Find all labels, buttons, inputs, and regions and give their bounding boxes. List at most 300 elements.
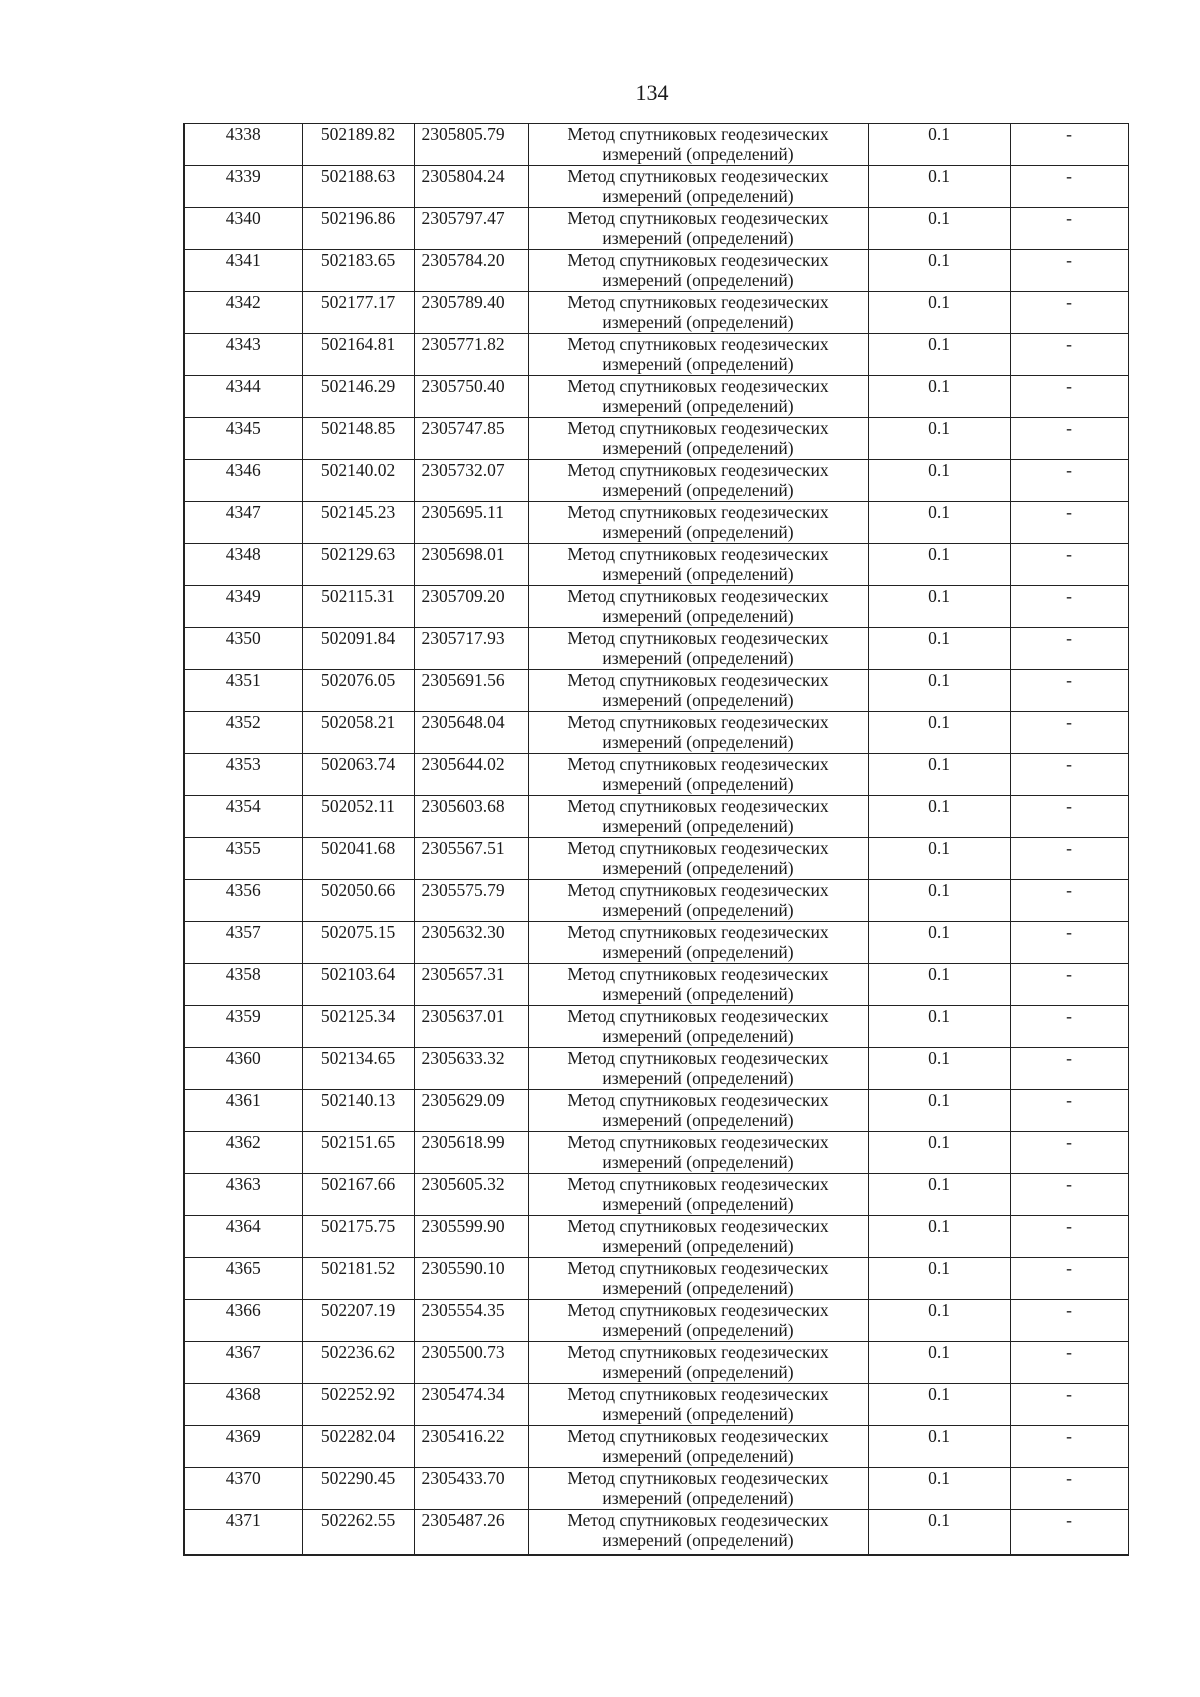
note-cell: -	[1010, 796, 1128, 838]
accuracy-cell: 0.1	[868, 1510, 1010, 1555]
table-row	[184, 1510, 1128, 1555]
point-number-cell: 4358	[184, 964, 302, 1006]
method-line-1: Метод спутниковых геодезических	[567, 1258, 829, 1278]
point-number-cell: 4348	[184, 544, 302, 586]
method-cell	[528, 1258, 868, 1300]
note-cell: -	[1010, 1132, 1128, 1174]
note-cell: -	[1010, 880, 1128, 922]
point-number-cell: 4351	[184, 670, 302, 712]
accuracy-cell: 0.1	[868, 166, 1010, 208]
table-row	[184, 586, 1128, 628]
y-coordinate-cell: 2305633.32	[414, 1048, 528, 1090]
method-cell	[528, 754, 868, 796]
method-cell	[528, 1216, 868, 1258]
method-line-2: измерений (определений)	[602, 480, 794, 500]
method-line-2: измерений (определений)	[602, 1278, 794, 1298]
accuracy-cell: 0.1	[868, 586, 1010, 628]
table-row	[184, 1300, 1128, 1342]
table-row	[184, 418, 1128, 460]
coordinates-table	[183, 123, 1129, 1556]
point-number-cell: 4347	[184, 502, 302, 544]
method-cell	[528, 1468, 868, 1510]
method-line-2: измерений (определений)	[602, 648, 794, 668]
accuracy-cell: 0.1	[868, 1216, 1010, 1258]
table-row	[184, 1090, 1128, 1132]
method-cell	[528, 418, 868, 460]
accuracy-cell: 0.1	[868, 838, 1010, 880]
method-cell	[528, 124, 868, 166]
x-coordinate-cell: 502167.66	[302, 1174, 414, 1216]
method-line-1: Метод спутниковых геодезических	[567, 880, 829, 900]
table-row	[184, 1174, 1128, 1216]
method-line-1: Метод спутниковых геодезических	[567, 586, 829, 606]
method-line-1: Метод спутниковых геодезических	[567, 1048, 829, 1068]
method-cell	[528, 166, 868, 208]
method-line-1: Метод спутниковых геодезических	[567, 754, 829, 774]
table-row	[184, 292, 1128, 334]
method-line-1: Метод спутниковых геодезических	[567, 292, 829, 312]
method-line-2: измерений (определений)	[602, 942, 794, 962]
method-line-2: измерений (определений)	[602, 1194, 794, 1214]
method-line-2: измерений (определений)	[602, 270, 794, 290]
table-row	[184, 166, 1128, 208]
x-coordinate-cell: 502148.85	[302, 418, 414, 460]
note-cell: -	[1010, 418, 1128, 460]
method-line-1: Метод спутниковых геодезических	[567, 334, 829, 354]
note-cell: -	[1010, 1216, 1128, 1258]
note-cell: -	[1010, 1300, 1128, 1342]
method-line-1: Метод спутниковых геодезических	[567, 502, 829, 522]
method-cell	[528, 712, 868, 754]
table-row	[184, 250, 1128, 292]
note-cell: -	[1010, 1048, 1128, 1090]
note-cell: -	[1010, 544, 1128, 586]
table-row	[184, 1132, 1128, 1174]
note-cell: -	[1010, 124, 1128, 166]
accuracy-cell: 0.1	[868, 922, 1010, 964]
method-line-1: Метод спутниковых геодезических	[567, 964, 829, 984]
y-coordinate-cell: 2305567.51	[414, 838, 528, 880]
y-coordinate-cell: 2305618.99	[414, 1132, 528, 1174]
x-coordinate-cell: 502075.15	[302, 922, 414, 964]
table-row	[184, 628, 1128, 670]
method-cell	[528, 1510, 868, 1555]
point-number-cell: 4342	[184, 292, 302, 334]
y-coordinate-cell: 2305691.56	[414, 670, 528, 712]
x-coordinate-cell: 502052.11	[302, 796, 414, 838]
method-cell	[528, 1342, 868, 1384]
method-cell	[528, 1384, 868, 1426]
accuracy-cell: 0.1	[868, 208, 1010, 250]
method-line-2: измерений (определений)	[602, 228, 794, 248]
table-row	[184, 1342, 1128, 1384]
point-number-cell: 4350	[184, 628, 302, 670]
accuracy-cell: 0.1	[868, 796, 1010, 838]
note-cell: -	[1010, 1006, 1128, 1048]
accuracy-cell: 0.1	[868, 1006, 1010, 1048]
accuracy-cell: 0.1	[868, 1258, 1010, 1300]
method-line-2: измерений (определений)	[602, 858, 794, 878]
method-line-1: Метод спутниковых геодезических	[567, 1006, 829, 1026]
point-number-cell: 4341	[184, 250, 302, 292]
method-line-1: Метод спутниковых геодезических	[567, 1132, 829, 1152]
table-row	[184, 1426, 1128, 1468]
point-number-cell: 4343	[184, 334, 302, 376]
point-number-cell: 4367	[184, 1342, 302, 1384]
table-row	[184, 838, 1128, 880]
accuracy-cell: 0.1	[868, 1426, 1010, 1468]
method-cell	[528, 670, 868, 712]
method-cell	[528, 460, 868, 502]
method-line-1: Метод спутниковых геодезических	[567, 460, 829, 480]
x-coordinate-cell: 502091.84	[302, 628, 414, 670]
note-cell: -	[1010, 1468, 1128, 1510]
table-row	[184, 754, 1128, 796]
accuracy-cell: 0.1	[868, 544, 1010, 586]
accuracy-cell: 0.1	[868, 292, 1010, 334]
accuracy-cell: 0.1	[868, 1174, 1010, 1216]
method-line-2: измерений (определений)	[602, 1320, 794, 1340]
note-cell: -	[1010, 208, 1128, 250]
point-number-cell: 4338	[184, 124, 302, 166]
y-coordinate-cell: 2305709.20	[414, 586, 528, 628]
method-line-2: измерений (определений)	[602, 144, 794, 164]
point-number-cell: 4353	[184, 754, 302, 796]
note-cell: -	[1010, 1510, 1128, 1555]
method-line-1: Метод спутниковых геодезических	[567, 628, 829, 648]
x-coordinate-cell: 502290.45	[302, 1468, 414, 1510]
note-cell: -	[1010, 922, 1128, 964]
method-cell	[528, 376, 868, 418]
point-number-cell: 4357	[184, 922, 302, 964]
y-coordinate-cell: 2305747.85	[414, 418, 528, 460]
method-line-2: измерений (определений)	[602, 690, 794, 710]
y-coordinate-cell: 2305605.32	[414, 1174, 528, 1216]
y-coordinate-cell: 2305804.24	[414, 166, 528, 208]
point-number-cell: 4349	[184, 586, 302, 628]
accuracy-cell: 0.1	[868, 1300, 1010, 1342]
method-cell	[528, 502, 868, 544]
y-coordinate-cell: 2305805.79	[414, 124, 528, 166]
note-cell: -	[1010, 754, 1128, 796]
method-line-1: Метод спутниковых геодезических	[567, 670, 829, 690]
point-number-cell: 4368	[184, 1384, 302, 1426]
method-cell	[528, 586, 868, 628]
note-cell: -	[1010, 838, 1128, 880]
y-coordinate-cell: 2305637.01	[414, 1006, 528, 1048]
page-number: 134	[635, 80, 669, 105]
point-number-cell: 4369	[184, 1426, 302, 1468]
y-coordinate-cell: 2305500.73	[414, 1342, 528, 1384]
x-coordinate-cell: 502175.75	[302, 1216, 414, 1258]
accuracy-cell: 0.1	[868, 880, 1010, 922]
method-line-2: измерений (определений)	[602, 1236, 794, 1256]
y-coordinate-cell: 2305487.26	[414, 1510, 528, 1555]
method-cell	[528, 250, 868, 292]
y-coordinate-cell: 2305632.30	[414, 922, 528, 964]
method-line-1: Метод спутниковых геодезических	[567, 1174, 829, 1194]
x-coordinate-cell: 502041.68	[302, 838, 414, 880]
point-number-cell: 4366	[184, 1300, 302, 1342]
x-coordinate-cell: 502076.05	[302, 670, 414, 712]
method-line-2: измерений (определений)	[602, 522, 794, 542]
method-line-1: Метод спутниковых геодезических	[567, 922, 829, 942]
table-row	[184, 544, 1128, 586]
method-cell	[528, 292, 868, 334]
y-coordinate-cell: 2305416.22	[414, 1426, 528, 1468]
x-coordinate-cell: 502151.65	[302, 1132, 414, 1174]
method-cell	[528, 1426, 868, 1468]
note-cell: -	[1010, 376, 1128, 418]
table-row	[184, 1216, 1128, 1258]
point-number-cell: 4346	[184, 460, 302, 502]
method-line-2: измерений (определений)	[602, 1068, 794, 1088]
method-cell	[528, 1132, 868, 1174]
point-number-cell: 4345	[184, 418, 302, 460]
x-coordinate-cell: 502140.02	[302, 460, 414, 502]
method-line-2: измерений (определений)	[602, 1446, 794, 1466]
point-number-cell: 4340	[184, 208, 302, 250]
note-cell: -	[1010, 334, 1128, 376]
method-line-1: Метод спутниковых геодезических	[567, 166, 829, 186]
accuracy-cell: 0.1	[868, 1342, 1010, 1384]
method-line-1: Метод спутниковых геодезических	[567, 124, 829, 144]
method-line-1: Метод спутниковых геодезических	[567, 838, 829, 858]
y-coordinate-cell: 2305797.47	[414, 208, 528, 250]
method-line-2: измерений (определений)	[602, 438, 794, 458]
x-coordinate-cell: 502115.31	[302, 586, 414, 628]
y-coordinate-cell: 2305554.35	[414, 1300, 528, 1342]
note-cell: -	[1010, 586, 1128, 628]
accuracy-cell: 0.1	[868, 418, 1010, 460]
accuracy-cell: 0.1	[868, 670, 1010, 712]
note-cell: -	[1010, 502, 1128, 544]
accuracy-cell: 0.1	[868, 1048, 1010, 1090]
x-coordinate-cell: 502103.64	[302, 964, 414, 1006]
y-coordinate-cell: 2305657.31	[414, 964, 528, 1006]
method-line-1: Метод спутниковых геодезических	[567, 208, 829, 228]
method-cell	[528, 1174, 868, 1216]
method-line-1: Метод спутниковых геодезических	[567, 1468, 829, 1488]
point-number-cell: 4361	[184, 1090, 302, 1132]
method-line-1: Метод спутниковых геодезических	[567, 418, 829, 438]
note-cell: -	[1010, 1426, 1128, 1468]
x-coordinate-cell: 502129.63	[302, 544, 414, 586]
y-coordinate-cell: 2305732.07	[414, 460, 528, 502]
table-row	[184, 334, 1128, 376]
note-cell: -	[1010, 460, 1128, 502]
point-number-cell: 4364	[184, 1216, 302, 1258]
x-coordinate-cell: 502236.62	[302, 1342, 414, 1384]
point-number-cell: 4354	[184, 796, 302, 838]
y-coordinate-cell: 2305698.01	[414, 544, 528, 586]
point-number-cell: 4356	[184, 880, 302, 922]
accuracy-cell: 0.1	[868, 334, 1010, 376]
method-line-1: Метод спутниковых геодезических	[567, 544, 829, 564]
point-number-cell: 4370	[184, 1468, 302, 1510]
x-coordinate-cell: 502058.21	[302, 712, 414, 754]
method-line-2: измерений (определений)	[602, 564, 794, 584]
method-line-2: измерений (определений)	[602, 984, 794, 1004]
method-line-2: измерений (определений)	[602, 354, 794, 374]
method-cell	[528, 1090, 868, 1132]
table-row	[184, 1384, 1128, 1426]
method-line-1: Метод спутниковых геодезических	[567, 1510, 829, 1530]
x-coordinate-cell: 502050.66	[302, 880, 414, 922]
table-row	[184, 124, 1128, 166]
y-coordinate-cell: 2305717.93	[414, 628, 528, 670]
note-cell: -	[1010, 1384, 1128, 1426]
note-cell: -	[1010, 166, 1128, 208]
note-cell: -	[1010, 628, 1128, 670]
method-line-1: Метод спутниковых геодезических	[567, 712, 829, 732]
method-line-1: Метод спутниковых геодезических	[567, 1426, 829, 1446]
point-number-cell: 4344	[184, 376, 302, 418]
table-row	[184, 1468, 1128, 1510]
table-row	[184, 964, 1128, 1006]
x-coordinate-cell: 502125.34	[302, 1006, 414, 1048]
method-line-1: Метод спутниковых геодезических	[567, 376, 829, 396]
note-cell: -	[1010, 1342, 1128, 1384]
method-line-1: Метод спутниковых геодезических	[567, 1384, 829, 1404]
note-cell: -	[1010, 670, 1128, 712]
point-number-cell: 4352	[184, 712, 302, 754]
note-cell: -	[1010, 964, 1128, 1006]
x-coordinate-cell: 502181.52	[302, 1258, 414, 1300]
method-line-2: измерений (определений)	[602, 186, 794, 206]
method-line-1: Метод спутниковых геодезических	[567, 1090, 829, 1110]
method-line-2: измерений (определений)	[602, 396, 794, 416]
table-row	[184, 460, 1128, 502]
point-number-cell: 4363	[184, 1174, 302, 1216]
accuracy-cell: 0.1	[868, 502, 1010, 544]
x-coordinate-cell: 502164.81	[302, 334, 414, 376]
method-line-2: измерений (определений)	[602, 1488, 794, 1508]
method-line-1: Метод спутниковых геодезических	[567, 250, 829, 270]
point-number-cell: 4360	[184, 1048, 302, 1090]
y-coordinate-cell: 2305644.02	[414, 754, 528, 796]
method-cell	[528, 880, 868, 922]
note-cell: -	[1010, 1174, 1128, 1216]
method-line-2: измерений (определений)	[602, 1152, 794, 1172]
accuracy-cell: 0.1	[868, 1132, 1010, 1174]
method-line-2: измерений (определений)	[602, 774, 794, 794]
y-coordinate-cell: 2305575.79	[414, 880, 528, 922]
x-coordinate-cell: 502140.13	[302, 1090, 414, 1132]
point-number-cell: 4365	[184, 1258, 302, 1300]
table-row	[184, 1006, 1128, 1048]
x-coordinate-cell: 502177.17	[302, 292, 414, 334]
x-coordinate-cell: 502134.65	[302, 1048, 414, 1090]
method-cell	[528, 628, 868, 670]
x-coordinate-cell: 502063.74	[302, 754, 414, 796]
y-coordinate-cell: 2305789.40	[414, 292, 528, 334]
y-coordinate-cell: 2305784.20	[414, 250, 528, 292]
y-coordinate-cell: 2305603.68	[414, 796, 528, 838]
note-cell: -	[1010, 1258, 1128, 1300]
x-coordinate-cell: 502252.92	[302, 1384, 414, 1426]
method-line-2: измерений (определений)	[602, 1530, 794, 1550]
y-coordinate-cell: 2305599.90	[414, 1216, 528, 1258]
method-line-2: измерений (определений)	[602, 1404, 794, 1424]
y-coordinate-cell: 2305433.70	[414, 1468, 528, 1510]
method-line-1: Метод спутниковых геодезических	[567, 1300, 829, 1320]
y-coordinate-cell: 2305648.04	[414, 712, 528, 754]
point-number-cell: 4371	[184, 1510, 302, 1555]
accuracy-cell: 0.1	[868, 460, 1010, 502]
accuracy-cell: 0.1	[868, 1468, 1010, 1510]
method-cell	[528, 796, 868, 838]
method-cell	[528, 922, 868, 964]
x-coordinate-cell: 502207.19	[302, 1300, 414, 1342]
method-cell	[528, 1048, 868, 1090]
x-coordinate-cell: 502146.29	[302, 376, 414, 418]
x-coordinate-cell: 502262.55	[302, 1510, 414, 1555]
table-row	[184, 1258, 1128, 1300]
method-line-2: измерений (определений)	[602, 1362, 794, 1382]
accuracy-cell: 0.1	[868, 712, 1010, 754]
method-line-2: измерений (определений)	[602, 312, 794, 332]
point-number-cell: 4355	[184, 838, 302, 880]
point-number-cell: 4362	[184, 1132, 302, 1174]
table-row	[184, 922, 1128, 964]
method-cell	[528, 1300, 868, 1342]
table-row	[184, 1048, 1128, 1090]
y-coordinate-cell: 2305771.82	[414, 334, 528, 376]
accuracy-cell: 0.1	[868, 124, 1010, 166]
table-row	[184, 376, 1128, 418]
note-cell: -	[1010, 712, 1128, 754]
x-coordinate-cell: 502282.04	[302, 1426, 414, 1468]
note-cell: -	[1010, 250, 1128, 292]
y-coordinate-cell: 2305590.10	[414, 1258, 528, 1300]
table-row	[184, 880, 1128, 922]
method-line-2: измерений (определений)	[602, 732, 794, 752]
method-line-2: измерений (определений)	[602, 1026, 794, 1046]
accuracy-cell: 0.1	[868, 754, 1010, 796]
x-coordinate-cell: 502189.82	[302, 124, 414, 166]
accuracy-cell: 0.1	[868, 1090, 1010, 1132]
method-line-2: измерений (определений)	[602, 900, 794, 920]
method-cell	[528, 544, 868, 586]
note-cell: -	[1010, 292, 1128, 334]
method-line-2: измерений (определений)	[602, 606, 794, 626]
table-row	[184, 796, 1128, 838]
accuracy-cell: 0.1	[868, 376, 1010, 418]
accuracy-cell: 0.1	[868, 964, 1010, 1006]
x-coordinate-cell: 502145.23	[302, 502, 414, 544]
y-coordinate-cell: 2305695.11	[414, 502, 528, 544]
accuracy-cell: 0.1	[868, 1384, 1010, 1426]
method-line-1: Метод спутниковых геодезических	[567, 796, 829, 816]
y-coordinate-cell: 2305750.40	[414, 376, 528, 418]
table-row	[184, 208, 1128, 250]
table-row	[184, 502, 1128, 544]
accuracy-cell: 0.1	[868, 628, 1010, 670]
point-number-cell: 4359	[184, 1006, 302, 1048]
accuracy-cell: 0.1	[868, 250, 1010, 292]
x-coordinate-cell: 502183.65	[302, 250, 414, 292]
method-cell	[528, 964, 868, 1006]
y-coordinate-cell: 2305474.34	[414, 1384, 528, 1426]
table-row	[184, 670, 1128, 712]
method-cell	[528, 208, 868, 250]
method-line-2: измерений (определений)	[602, 1110, 794, 1130]
method-cell	[528, 838, 868, 880]
method-line-1: Метод спутниковых геодезических	[567, 1216, 829, 1236]
table-row	[184, 712, 1128, 754]
y-coordinate-cell: 2305629.09	[414, 1090, 528, 1132]
